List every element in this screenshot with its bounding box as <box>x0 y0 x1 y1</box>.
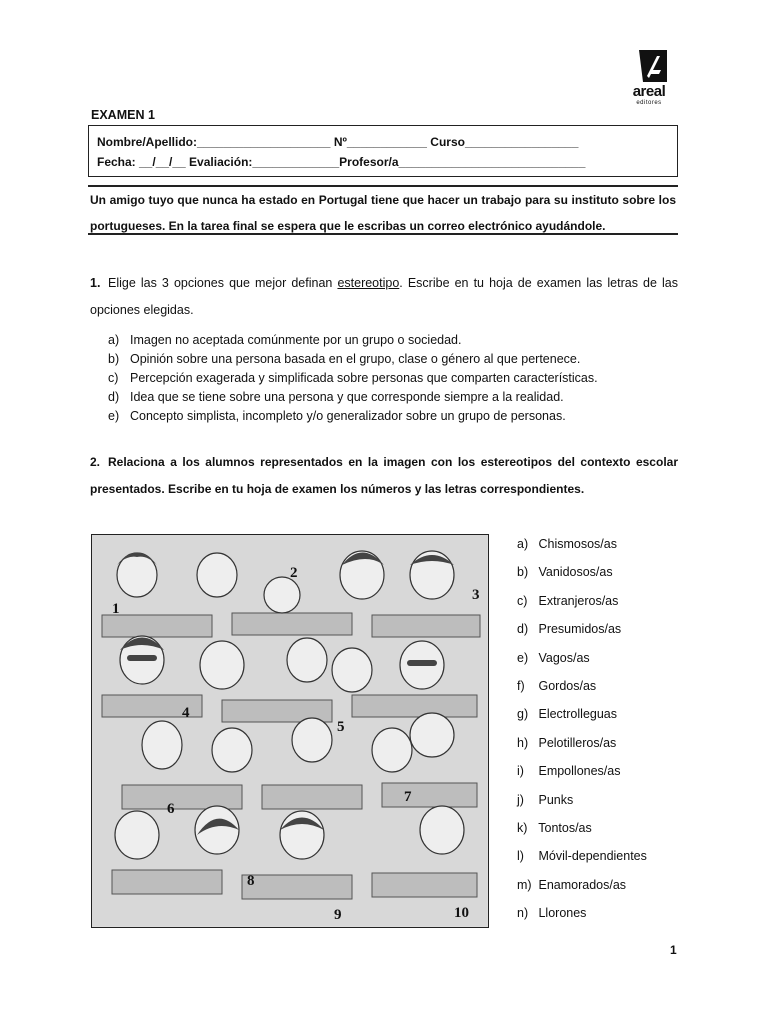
pic-label-1: 1 <box>112 601 120 617</box>
pic-label-7: 7 <box>404 789 412 805</box>
option-c: c) Percepción exagerada y simplificada sobre personas que comparten características. <box>108 371 598 385</box>
stereotype-l: l) Móvil-dependientes <box>517 849 647 864</box>
option-b: b) Opinión sobre una persona basada en el grupo, clase o género al que pertenece. <box>108 352 581 366</box>
pic-label-10: 10 <box>454 905 469 921</box>
question-1 <box>90 270 678 324</box>
question-1-keyword: estereotipo <box>337 276 400 290</box>
question-2 <box>90 449 678 503</box>
pic-label-8: 8 <box>247 873 255 889</box>
logo-sub: editores <box>636 100 662 106</box>
stereotype-b: b) Vanidosos/as <box>517 565 613 580</box>
pic-label-2: 2 <box>290 565 298 581</box>
stereotype-a: a) Chismosos/as <box>517 537 617 551</box>
task-intro: Un amigo tuyo que nunca ha estado en Portugal tiene que hacer un trabajo para su instituto sobre los portugueses. En la tarea final se espera que le escribas un correo electrónico ayudándole. <box>88 185 678 235</box>
question-1-text-before: Elige las 3 opciones que mejor definan <box>108 276 338 290</box>
stereotype-m: m) Enamorados/as <box>517 877 627 892</box>
option-e: e) Concepto simplista, incompleto y/o generalizador sobre un grupo de personas. <box>108 409 566 423</box>
question-1-options <box>108 331 678 426</box>
student-info-box <box>88 125 678 177</box>
stereotype-g: g) Electrolleguas <box>517 707 617 722</box>
stereotype-f: f) Gordos/as <box>517 678 597 693</box>
classroom-drawing <box>92 535 487 926</box>
pic-label-6: 6 <box>167 801 175 817</box>
exam-title: EXAMEN 1 <box>91 108 155 122</box>
form-line-date[interactable]: Fecha: __/__/__ Evaliación:_____________Profesor/a____________________________ <box>97 155 586 169</box>
option-d: d) Idea que se tiene sobre una persona y que corresponde siempre a la realidad. <box>108 390 564 404</box>
pic-label-5: 5 <box>337 719 345 735</box>
stereotype-j: j) Punks <box>517 792 574 807</box>
publisher-logo <box>618 46 680 108</box>
page-number: 1 <box>670 943 677 957</box>
pic-label-4: 4 <box>182 705 190 721</box>
stereotype-k: k) Tontos/as <box>517 820 592 835</box>
question-2-text: Relaciona a los alumnos representados en la imagen con los estereotipos del contexto escolar presentados. Escribe en tu hoja de examen los números y las letras correspondientes. <box>90 455 678 496</box>
stereotype-list <box>517 535 647 932</box>
areal-logo-icon <box>629 46 669 86</box>
classroom-illustration <box>91 534 489 928</box>
stereotype-c: c) Extranjeros/as <box>517 593 619 608</box>
stereotype-h: h) Pelotilleros/as <box>517 735 617 750</box>
logo-brand: areal <box>632 83 666 100</box>
stereotype-n: n) Llorones <box>517 906 587 921</box>
question-1-number: 1. <box>90 276 101 290</box>
stereotype-e: e) Vagos/as <box>517 650 590 665</box>
question-2-number: 2. <box>90 455 101 469</box>
pic-label-3: 3 <box>472 587 480 603</box>
stereotype-d: d) Presumidos/as <box>517 622 622 637</box>
pic-label-9: 9 <box>334 907 342 923</box>
option-a: a) Imagen no aceptada comúnmente por un grupo o sociedad. <box>108 333 462 347</box>
form-line-name[interactable]: Nombre/Apellido:____________________ Nº____________ Curso_________________ <box>97 135 579 149</box>
stereotype-i: i) Empollones/as <box>517 764 621 779</box>
question-1-text-after: . Escribe en tu hoja de examen las letras de las opciones elegidas. <box>90 276 678 317</box>
